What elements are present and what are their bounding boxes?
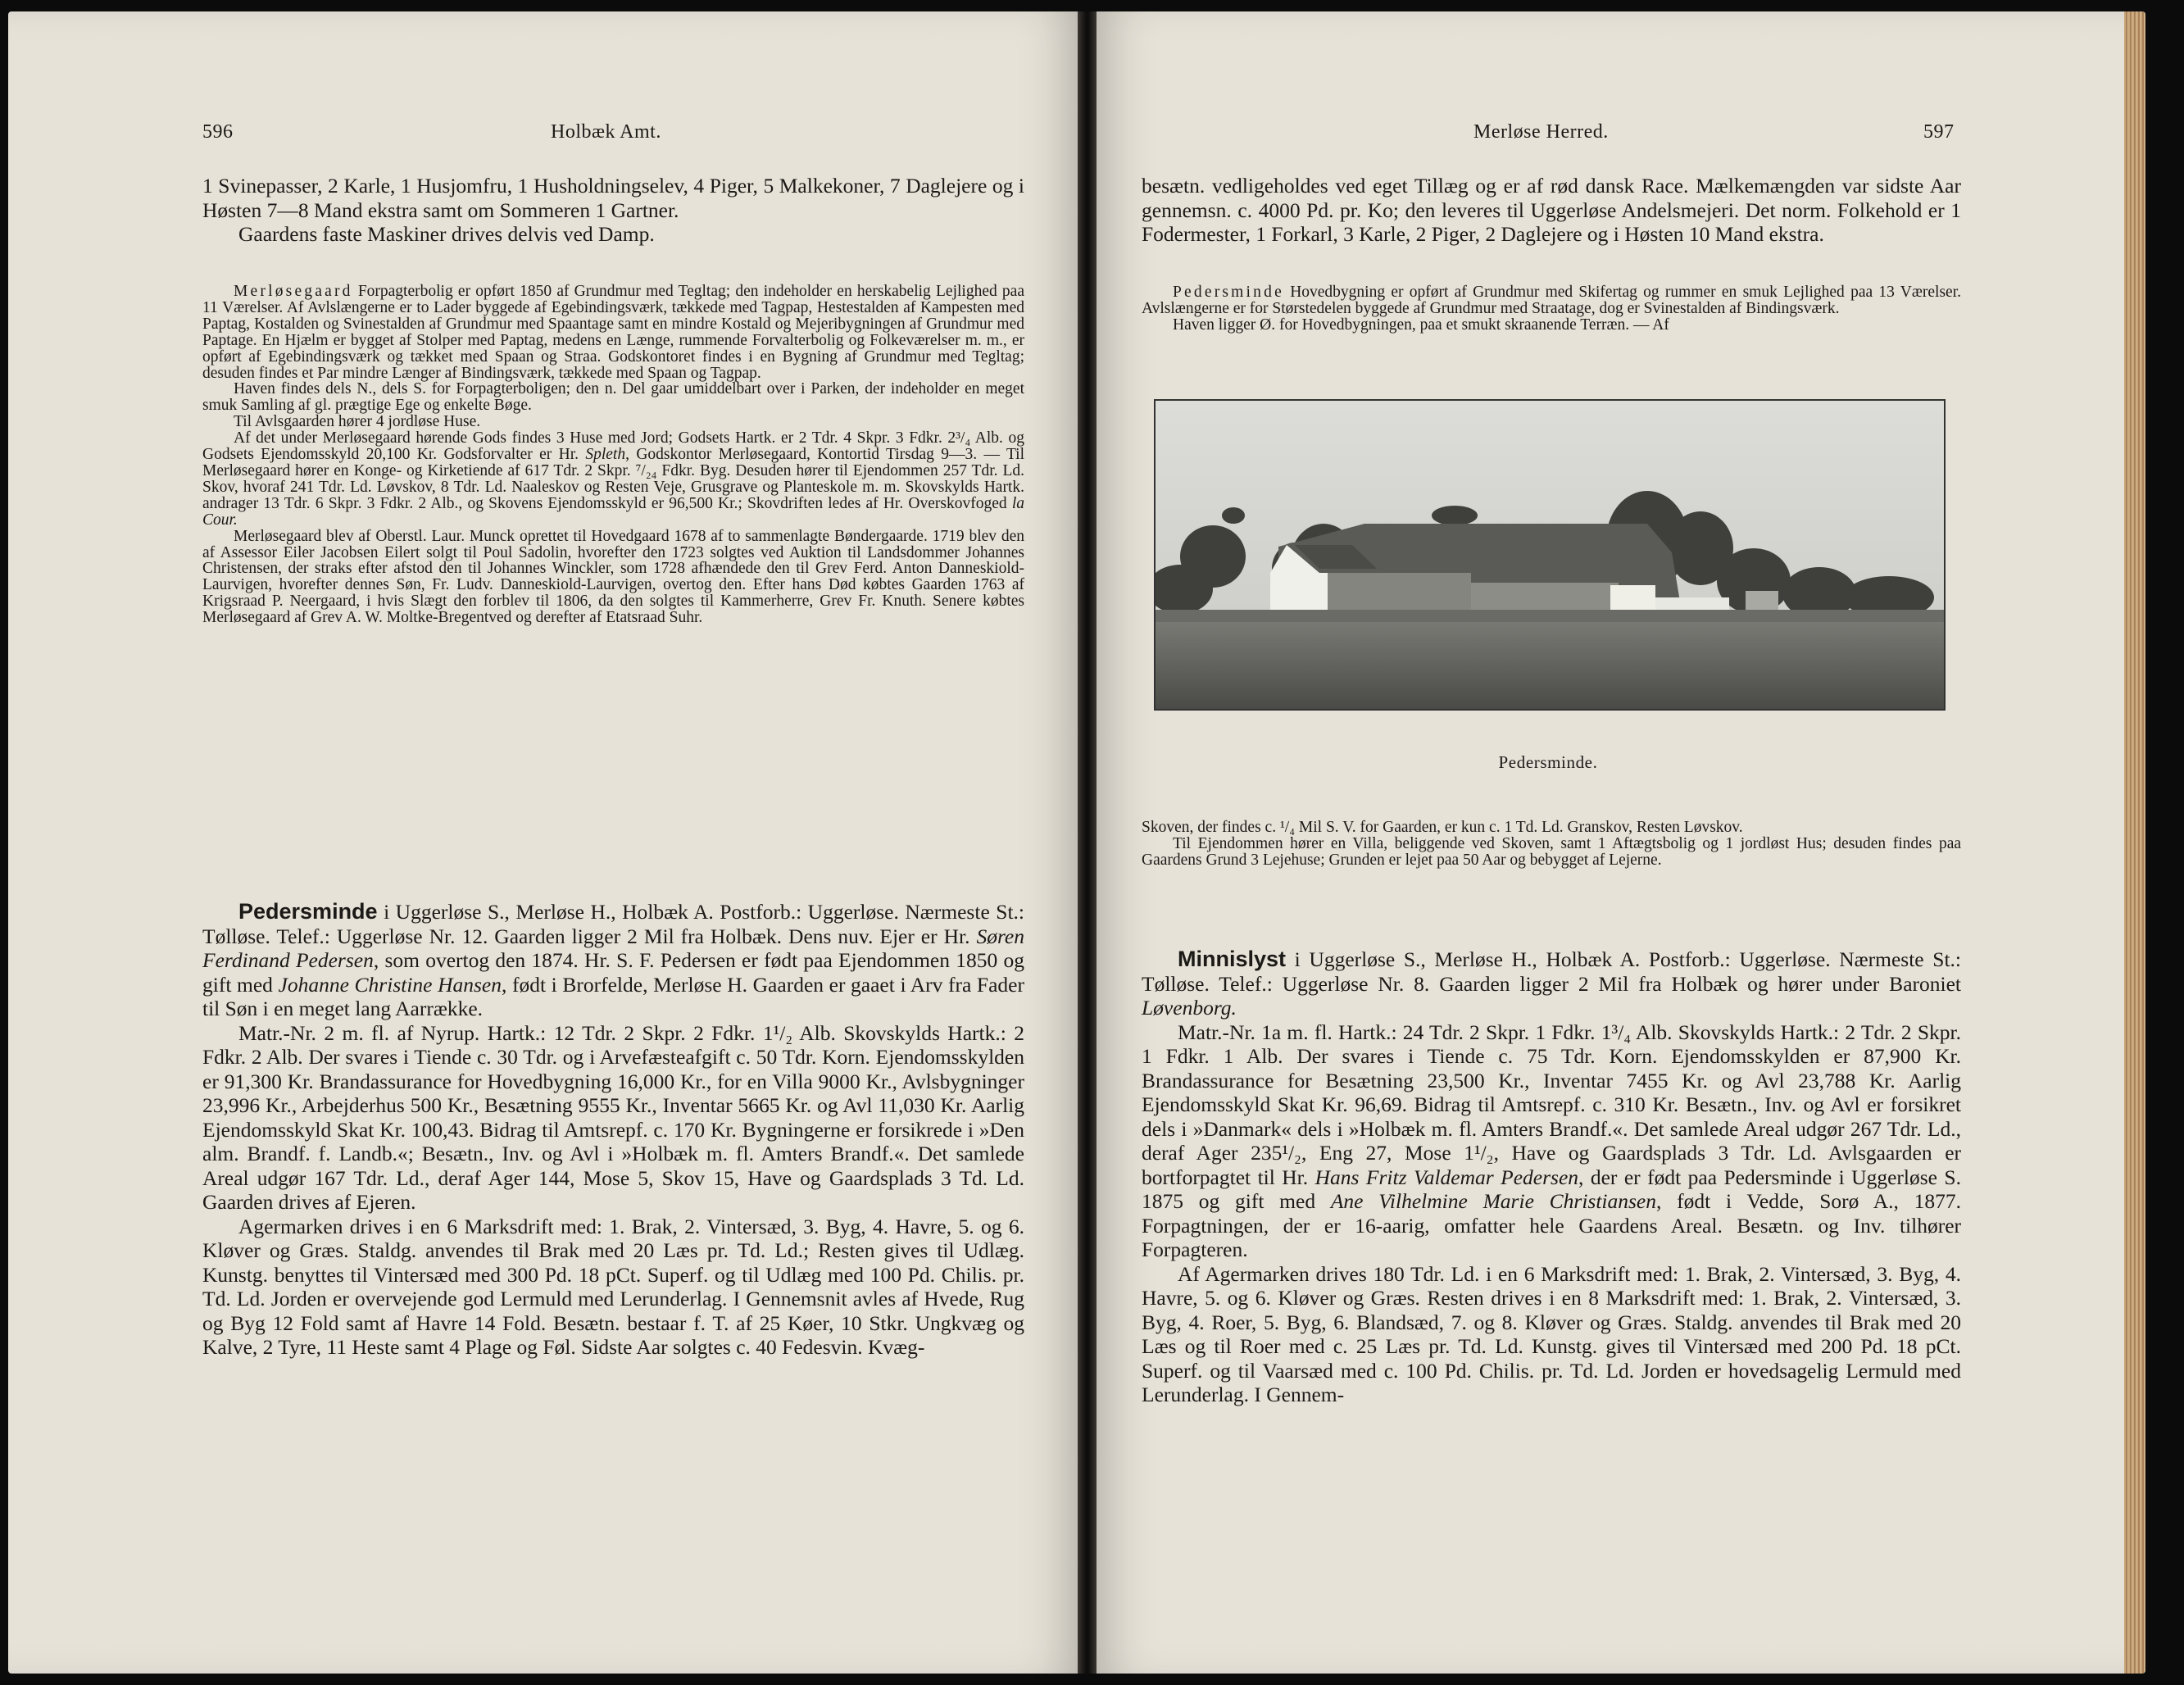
left-top-text [202, 174, 1024, 247]
paragraph-machines: Gaardens faste Maskiner drives delvis ved Damp. [238, 222, 655, 246]
book-gutter [1078, 11, 1097, 1674]
paragraph-pedersminde-farming: Agermarken drives i en 6 Marksdrift med: 1. Brak, 2. Vintersæd, 3. Byg, 4. Havre, 5. og 6. Kløver og Græs. Staldg. anvendes til Brak med 20 Læs pr. Td. Ld.; Resten gives til Udlæg. Kunstg. benyttes til Vintersæd med 300 Pd. 18 pCt. Superf. og til Udlæg med 100 Pd. Chilis. pr. Td. Ld. Jorden er overvejende god Lermuld med Lerunderlag. I Gennemsnit avles af Hvede, Rug og Byg 12 Fold samt af Havre 14 Fold. Besætn. bestaar f. T. af 25 Køer, 10 Stkr. Ungkvæg og Kalve, 2 Tyre, 11 Heste samt 4 Plage og Føl. Sidste Aar solgtes c. 40 Fedesvin. Kvæg- [202, 1214, 1024, 1359]
paragraph-merloese-history: Merløsegaard blev af Oberstl. Laur. Munck oprettet til Hovedgaard 1678 af to sammenlagte Bøndergaarde. 1719 blev den af Assessor Eiler Jacobsen Eilert solgt til Poul Sadolin, hvorefter den 1723 solgtes ved Auktion til Landsdommer Johannes Christensen, der straks efter afstod den til Johannes Winckler, som 1728 afhændede den til Grev Ferd. Anton Danneskiold-Laurvigen, hvorefter dennes Søn, Fr. Ludv. Danneskiold-Laurvigen, overtog den. Efter hans Død købtes Gaarden 1763 af Krigsraad P. Neergaard, i hvis Slægt den forblev til 1806, da den solgtes til Kammerherre, Grev Fr. Knuth. Senere købtes Merløsegaard af Grev A. W. Moltke-Bregentved og derefter af Etatsraad Suhr. [202, 527, 1024, 627]
paragraph-merloese-buildings: Merløsegaard Forpagterbolig er opført 1850 af Grundmur med Tegltag; den indeholder en herskabelig Lejlighed paa 11 Værelser. Af Avlslængerne er to Lader byggede af Egebindingsværk, tækkede med Tagpap, Hestestalden af Kampesten med Paptag, Kostalden og Svinestalden af Grundmur med Spaantage samt en mindre Kostald og Mejeribygningen af Grundmur med Paptage. En Hjælm er bygget af Stolper med Paptag, medens en Længe, rummende Forvalterbolig og Folkeværelser m. m., er opført af Egebindingsværk og tækket med Spaan og Straa. Godskontoret findes i en Bygning af Grundmur med Tegltag; desuden findes et Par mindre Længer af Bindingsværk, tækkede med Spaan og Tagpap. [202, 283, 1024, 382]
pedersminde-forest-section [1142, 820, 1961, 869]
farm-illustration [1156, 401, 1944, 709]
paragraph-staff: 1 Svinepasser, 2 Karle, 1 Husjomfru, 1 Husholdningselev, 4 Piger, 5 Malkekoner, 7 Daglejere og i Høsten 7—8 Mand ekstra samt om Sommeren 1 Gartner. [202, 174, 1024, 222]
paragraph-minnislyst-figures: Matr.-Nr. 1a m. fl. Hartk.: 24 Tdr. 2 Skpr. 1 Fdkr. 1³/₄ Alb. Skovskylds Hartk.: 2 Tdr. 2 Skpr. 1 Fdkr. 1 Alb. Der svares i Tiende c. 75 Tdr. Korn. Ejendomsskylden er 87,900 Kr. Brandassurance for Besætning 23,500 Kr., Inventar 7455 Kr. og Avl 23,788 Kr. Aarlig Ejendomsskyld Skat Kr. 96,69. Bidrag til Amtsrepf. c. 310 Kr. Besætn., Inv. og Avl er forsikret dels i »Danmark« dels i »Holbæk m. fl. Amters Brandf.«. Det samlede Areal udgør 267 Tdr. Ld., deraf Ager 235¹/₂, Eng 27, Mose 1¹/₂, Have og Gaardsplads 3 Tdr. Ld. Avlsgaarden er bortforpagtet til Hr. Hans Fritz Valdemar Pedersen, der er født paa Pedersminde i Uggerløse S. 1875 og gift med Ane Vilhelmine Marie Christiansen, født i Vedde, Sorø A., 1877. Forpagtningen, der er 16-aarig, omfatter hele Gaardens Areal. Besætn. og Inv. tilhører Forpagteren. [1142, 1020, 1962, 1261]
paragraph-merloese-estate: Af det under Merløsegaard hørende Gods findes 3 Huse med Jord; Godsets Hartk. er 2 Tdr. 4 Skpr. 3 Fdkr. 2³/₄ Alb. og Godsets Ejendomsskyld 20,100 Kr. Godsforvalter er Hr. Spleth, Godskontor Merløsegaard, Kontortid Tirsdag 9—3. — Til Merløsegaard hører en Konge- og Kirketiende af 617 Tdr. 2 Skpr. ⁷/₂₄ Fdkr. Byg. Desuden hører til Ejendommen 257 Tdr. Ld. Skov, hvoraf 241 Tdr. Ld. Løvskov, 8 Tdr. Ld. Naaleskov og Resten Veje, Grusgrave og Planteskole m. m. Skovskylds Hartk. andrager 13 Tdr. 6 Skpr. 3 Fdkr. 2 Alb., og Skovens Ejendomsskyld er 96,500 Kr.; Skovdriften ledes af Hr. Overskovfoged la Cour. [202, 429, 1024, 529]
paragraph-minnislyst-farming: Af Agermarken drives 180 Tdr. Ld. i en 6 Marksdrift med: 1. Brak, 2. Vintersæd, 3. Byg, 4. Havre, 5. og 6. Kløver og Græs. Resten drives i en 8 Marksdrift med: 1. Brak, 2. Vintersæd, 3. Byg, 4. Roer, 5. Byg, 6. Blandsæd, 7. og 8. Kløver og Græs. Staldg. anvendes til Brak med 20 Læs og til Roer med c. 25 Læs pr. Td. Ld. Kunstg. gives til Vintersæd med 200 Pd. 18 pCt. Superf. og til Vaarsæd med c. 100 Pd. Chilis. pr. Td. Ld. Jorden er hovedsagelig Lermuld med Lerunderlag. I Gennem- [1142, 1261, 1961, 1406]
merloese-section [202, 284, 1024, 626]
left-page [8, 11, 1078, 1674]
paragraph-livestock-cont: besætn. vedligeholdes ved eget Tillæg og er af rød dansk Race. Mælkemængden var sidste Aar gennemsn. c. 4000 Pd. pr. Ko; den leveres til Uggerløse Andelsmejeri. Det norm. Folkehold er 1 Fodermester, 1 Forkarl, 3 Karle, 2 Piger, 2 Daglejere og i Høsten 10 Mand ekstra. [1142, 174, 1961, 246]
paragraph-pedersminde-buildings: Pedersminde Hovedbygning er opført af Grundmur med Skifertag og rummer en smuk Lejlighed paa 13 Værelser. Avlslængerne er for Størstedelen byggede af Grundmur med Straatage, dog er Svinestalden af Bindingsværk. [1142, 284, 1961, 317]
left-page-number: 596 [202, 121, 234, 143]
farm-photograph [1154, 399, 1946, 711]
minnislyst-section [1142, 947, 1961, 1407]
paragraph-pedersminde-garden: Haven ligger Ø. for Hovedbygningen, paa et smukt skraanende Terræn. — Af [1173, 316, 1669, 334]
page-edges [2124, 11, 2145, 1674]
pedersminde-name-spaced: Pedersminde [1173, 284, 1284, 301]
paragraph-villa: Til Ejendommen hører en Villa, beliggende ved Skoven, samt 1 Aftægtsbolig og 1 jordløst Hus; desuden findes paa Gaardens Grund 3 Lejehuse; Grunden er lejet paa 50 Aar og bebygget af Lejerne. [1142, 834, 1961, 869]
right-top-text [1142, 174, 1961, 247]
right-running-head: Merløse Herred. [1473, 121, 1609, 143]
paragraph-minnislyst-intro: Minnislyst i Uggerløse S., Merløse H., Holbæk A. Postforb.: Uggerløse. Nærmeste St.: Tølløse. Telef.: Uggerløse Nr. 8. Gaarden ligger 2 Mil fra Holbæk og hører under Baroniet Løvenborg. [1142, 947, 1961, 1020]
left-running-head: Holbæk Amt. [551, 121, 661, 143]
paragraph-forest: Skoven, der findes c. ¹/₄ Mil S. V. for Gaarden, er kun c. 1 Td. Ld. Granskov, Resten Løvskov. [1142, 819, 1743, 836]
right-page-number: 597 [1923, 121, 1955, 143]
paragraph-pedersminde-intro: Pedersminde i Uggerløse S., Merløse H., Holbæk A. Postforb.: Uggerløse. Nærmeste St.: Tølløse. Telef.: Uggerløse Nr. 12. Gaarden ligger 2 Mil fra Holbæk. Dens nuv. Ejer er Hr. Søren Ferdinand Pedersen, som overtog den 1874. Hr. S. F. Pedersen er født paa Ejendommen 1850 og gift med Johanne Christine Hansen, født i Brorfelde, Merløse H. Gaarden er gaaet i Arv fra Fader til Søn i en meget lang Aarrække. [202, 899, 1024, 1020]
pedersminde-heading: Pedersminde [238, 899, 378, 924]
paragraph-merloese-garden: Haven findes dels N., dels S. for Forpagterboligen; den n. Del gaar umiddelbart over i Parken, der indeholder en meget smuk Samling af gl. prægtige Ege og enkelte Bøge. [202, 380, 1024, 415]
merloese-name: Merløsegaard [234, 283, 353, 300]
pedersminde-section [202, 900, 1024, 1360]
paragraph-pedersminde-figures: Matr.-Nr. 2 m. fl. af Nyrup. Hartk.: 12 Tdr. 2 Skpr. 2 Fdkr. 1¹/₂ Alb. Skovskylds Hartk.: 2 Fdkr. 2 Alb. Der svares i Tiende c. 30 Tdr. og i Arvefæsteafgift c. 50 Tdr. Korn. Ejendomsskylden er 91,300 Kr. Brandassurance for Hovedbygning 16,000 Kr., for en Villa 9000 Kr., Avlsbygninger 23,996 Kr., Arbejderhus 500 Kr., Besætning 9555 Kr., Inventar 5665 Kr. og Avl 11,030 Kr. Aarlig Ejendomsskyld Skat Kr. 100,43. Bidrag til Amtsrepf. c. 170 Kr. Bygningerne er forsikrede i »Den alm. Brandf. f. Landb.«; Besætn., Inv. og Avl i »Holbæk m. fl. Amters Brandf.«. Det samlede Areal udgør 167 Tdr. Ld., deraf Ager 144, Mose 5, Skov 15, Have og Gaardsplads 3 Td. Ld. Gaarden drives af Ejeren. [202, 1020, 1024, 1214]
photo-caption: Pedersminde. [1498, 752, 1598, 772]
paragraph-merloese-houses: Til Avlsgaarden hører 4 jordløse Huse. [234, 413, 481, 431]
minnislyst-heading: Minnislyst [1178, 947, 1287, 971]
pedersminde-buildings-section [1142, 284, 1961, 334]
